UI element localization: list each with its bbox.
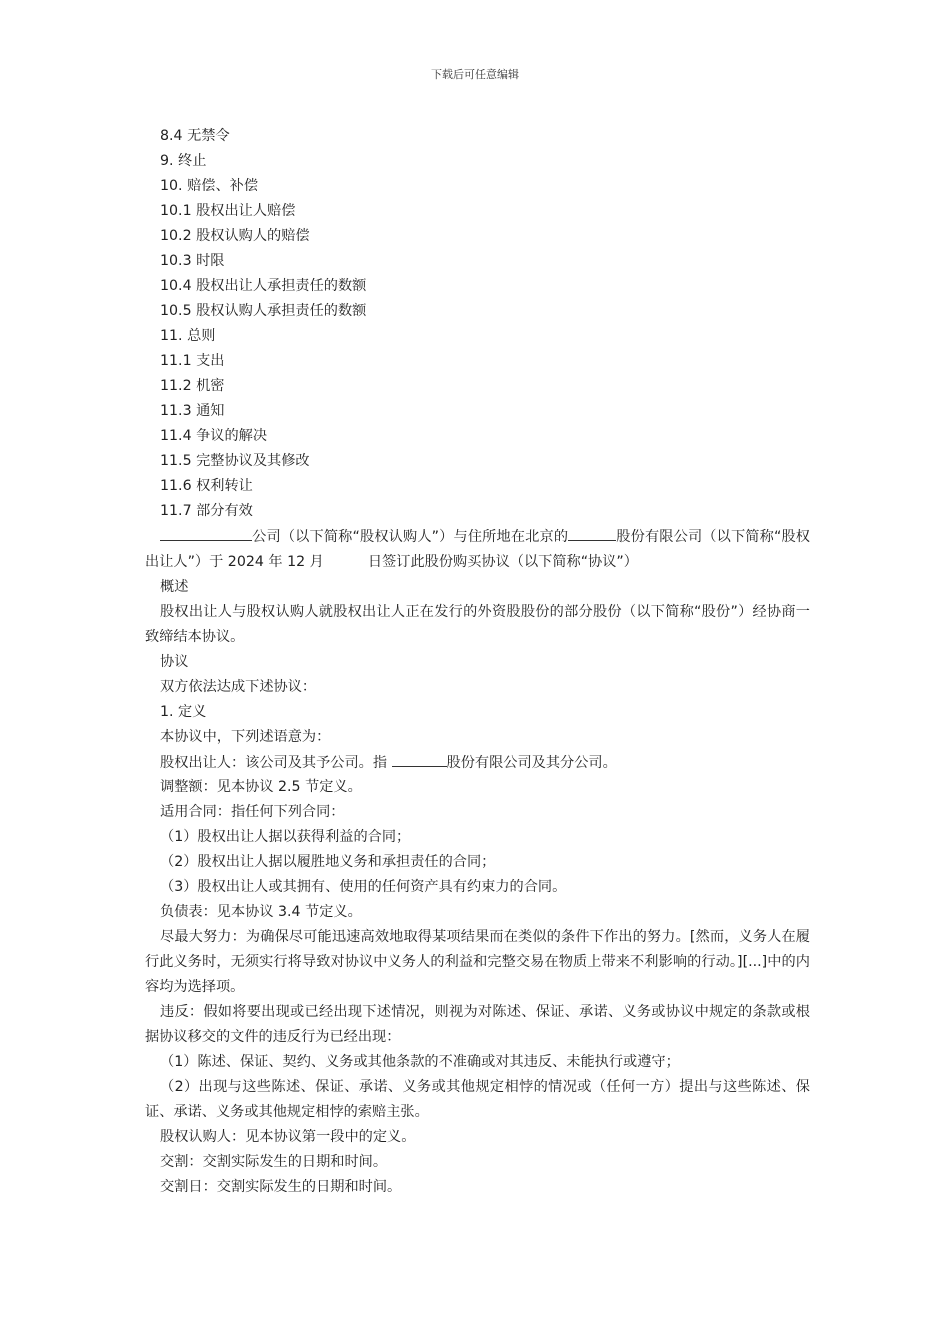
intro-paragraph [145,524,810,575]
overview-heading: 概述 [160,579,189,595]
intro-text-2: 股份有限公司（以下简称“股权出让人”）于 2024 年 12 月 [145,529,810,570]
contract-item: （1）股权出让人据以获得利益的合同； [160,829,411,845]
toc-item: 10.1 股权出让人赔偿 [160,203,296,219]
toc-item: 10.5 股权认购人承担责任的数额 [160,303,367,319]
breach-item: （2）出现与这些陈述、保证、承诺、义务或其他规定相悖的情况或（任何一方）提出与这些陈述、保证、承诺、义务或其他规定相悖的索赔主张。 [145,1079,810,1120]
toc-item: 10.2 股权认购人的赔偿 [160,228,310,244]
intro-text-3: 日签订此股份购买协议（以下简称“协议”） [367,554,638,570]
toc-item: 10. 赔偿、补偿 [160,178,259,194]
section-heading: 1. 定义 [160,704,207,720]
toc-list [145,124,810,524]
toc-item: 11.3 通知 [160,403,225,419]
document-body [145,124,810,1200]
fill-blank-seller [568,524,616,541]
fill-blank-buyer [160,524,252,541]
toc-item: 8.4 无禁令 [160,128,230,144]
toc-item: 11.6 权利转让 [160,478,253,494]
definition-closing-date: 交割日：交割实际发生的日期和时间。 [160,1179,402,1195]
definition-buyer: 股权认购人：见本协议第一段中的定义。 [160,1129,416,1145]
toc-item: 11.7 部分有效 [160,503,253,519]
toc-item: 11.4 争议的解决 [160,428,268,444]
definition-contract: 适用合同：指任何下列合同： [160,804,345,820]
toc-item: 10.4 股权出让人承担责任的数额 [160,278,367,294]
definitions-lead: 本协议中，下列述语意为： [160,729,331,745]
toc-item: 9. 终止 [160,153,207,169]
agreement-lead: 双方依法达成下述协议： [160,679,317,695]
overview-paragraph: 股权出让人与股权认购人就股权出让人正在发行的外资股股份的部分股份（以下简称“股份”）经协商一致缔结本协议。 [145,604,810,645]
breach-item: （1）陈述、保证、契约、义务或其他条款的不准确或对其违反、未能执行或遵守； [160,1054,680,1070]
contract-item: （2）股权出让人据以履胜地义务和承担责任的合同； [160,854,496,870]
definition-seller-suffix: 股份有限公司及其分公司。 [446,755,617,771]
page-header: 下载后可任意编辑 [431,68,519,81]
definition-closing: 交割：交割实际发生的日期和时间。 [160,1154,388,1170]
toc-item: 11.2 机密 [160,378,225,394]
definition-seller [145,750,810,775]
definition-seller-text: 股权出让人：该公司及其予公司。指 [160,755,392,771]
definition-balance-sheet: 负债表：见本协议 3.4 节定义。 [160,904,362,920]
definition-best-effort: 尽最大努力：为确保尽可能迅速高效地取得某项结果而在类似的条件下作出的努力。[然而，义务人在履行此义务时，无须实行将导致对协议中义务人的利益和完整交易在物质上带来不利影响的行动。][...]中的内容均为选择项。 [145,929,810,995]
intro-text-1: 公司（以下简称“股权认购人”）与住所地在北京的 [252,529,569,545]
definition-adjustment: 调整额：见本协议 2.5 节定义。 [160,779,362,795]
toc-item: 11.5 完整协议及其修改 [160,453,310,469]
toc-item: 11. 总则 [160,328,216,344]
fill-blank-company [392,750,447,767]
toc-item: 10.3 时限 [160,253,225,269]
toc-item: 11.1 支出 [160,353,225,369]
contract-item: （3）股权出让人或其拥有、使用的任何资产具有约束力的合同。 [160,879,567,895]
definition-breach: 违反：假如将要出现或已经出现下述情况，则视为对陈述、保证、承诺、义务或协议中规定的条款或根据协议移交的文件的违反行为已经出现： [145,1004,810,1045]
agreement-heading: 协议 [160,654,189,670]
